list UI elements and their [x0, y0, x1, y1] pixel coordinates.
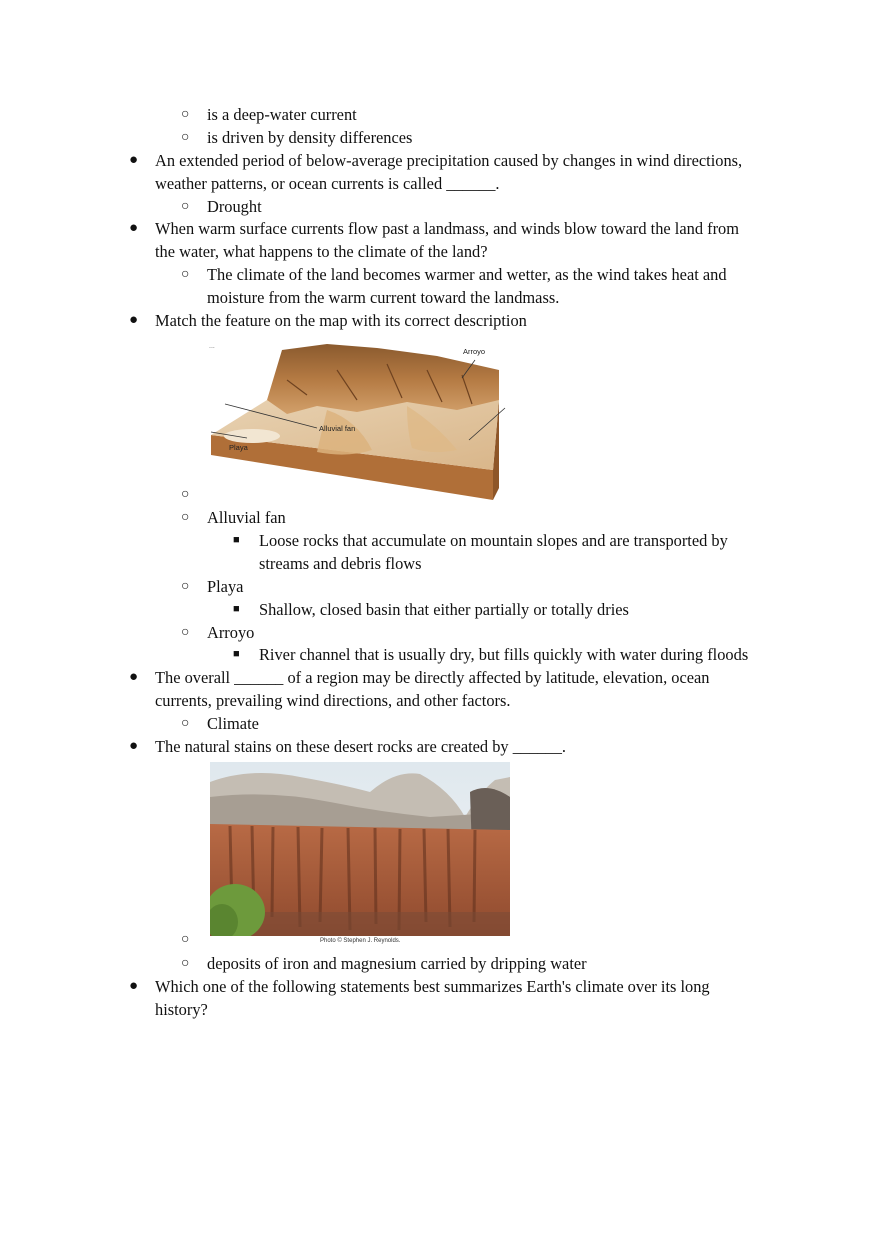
bullet-level3: ■: [233, 603, 240, 615]
playa-shape: [224, 429, 280, 443]
bullet-level2: ○: [181, 716, 190, 731]
bullet-level2: ○: [181, 107, 190, 122]
bullet-level2: ○: [181, 932, 190, 947]
answer-warm-line1: The climate of the land becomes warmer and wetter, as the wind takes heat and: [207, 265, 727, 284]
label-playa: Playa: [229, 443, 248, 452]
question-history-line2: history?: [155, 1000, 208, 1019]
desc-alluvial-line1: Loose rocks that accumulate on mountain slopes and are transported by: [259, 531, 728, 550]
answer-deep-water: is a deep-water current: [207, 105, 357, 124]
question-history-line1: Which one of the following statements best summarizes Earth's climate over its long: [155, 977, 710, 996]
question-warm-line2: the water, what happens to the climate of the land?: [155, 242, 488, 261]
desc-arroyo: River channel that is usually dry, but fills quickly with water during floods: [259, 645, 749, 664]
match-alluvial-fan: Alluvial fan: [207, 508, 286, 527]
bullet-level1: ●: [129, 738, 139, 754]
bullet-level1: ●: [129, 312, 139, 328]
bullet-level2: ○: [181, 130, 190, 145]
question-climate-line1: The overall ______ of a region may be directly affected by latitude, elevation, ocean: [155, 668, 710, 687]
bullet-level1: ●: [129, 152, 139, 168]
desert-rock-photo: [210, 762, 510, 936]
label-alluvial-fan: Alluvial fan: [319, 424, 356, 433]
bullet-level2: ○: [181, 625, 190, 640]
answer-climate: Climate: [207, 714, 259, 733]
bullet-level2: ○: [181, 510, 190, 525]
bullet-level1: ●: [129, 978, 139, 994]
bullet-level1: ●: [129, 220, 139, 236]
answer-stains: deposits of iron and magnesium carried by dripping water: [207, 954, 587, 973]
answer-drought: Drought: [207, 197, 262, 216]
label-corner-mark: ...: [209, 343, 215, 350]
question-drought-line2: weather patterns, or ocean currents is called ______.: [155, 174, 500, 193]
match-arroyo: Arroyo: [207, 623, 255, 642]
bullet-level2: ○: [181, 487, 190, 502]
landform-diagram: [207, 340, 507, 502]
question-climate-line2: currents, prevailing wind directions, and other factors.: [155, 691, 511, 710]
answer-density: is driven by density differences: [207, 128, 413, 147]
bullet-level2: ○: [181, 267, 190, 282]
bullet-level3: ■: [233, 648, 240, 660]
question-stains: The natural stains on these desert rocks are created by ______.: [155, 737, 566, 756]
bullet-level2: ○: [181, 199, 190, 214]
desc-playa: Shallow, closed basin that either partially or totally dries: [259, 600, 629, 619]
bullet-level1: ●: [129, 669, 139, 685]
bullet-level3: ■: [233, 534, 240, 546]
answer-warm-line2: moisture from the warm current toward the landmass.: [207, 288, 560, 307]
bullet-level2: ○: [181, 579, 190, 594]
question-warm-line1: When warm surface currents flow past a landmass, and winds blow toward the land from: [155, 219, 739, 238]
desc-alluvial-line2: streams and debris flows: [259, 554, 422, 573]
label-arroyo: Arroyo: [463, 347, 486, 356]
question-match: Match the feature on the map with its correct description: [155, 311, 527, 330]
question-drought-line1: An extended period of below-average precipitation caused by changes in wind directions,: [155, 151, 743, 170]
match-playa: Playa: [207, 577, 244, 596]
photo-caption: Photo © Stephen J. Reynolds.: [320, 938, 401, 944]
bullet-level2: ○: [181, 956, 190, 971]
